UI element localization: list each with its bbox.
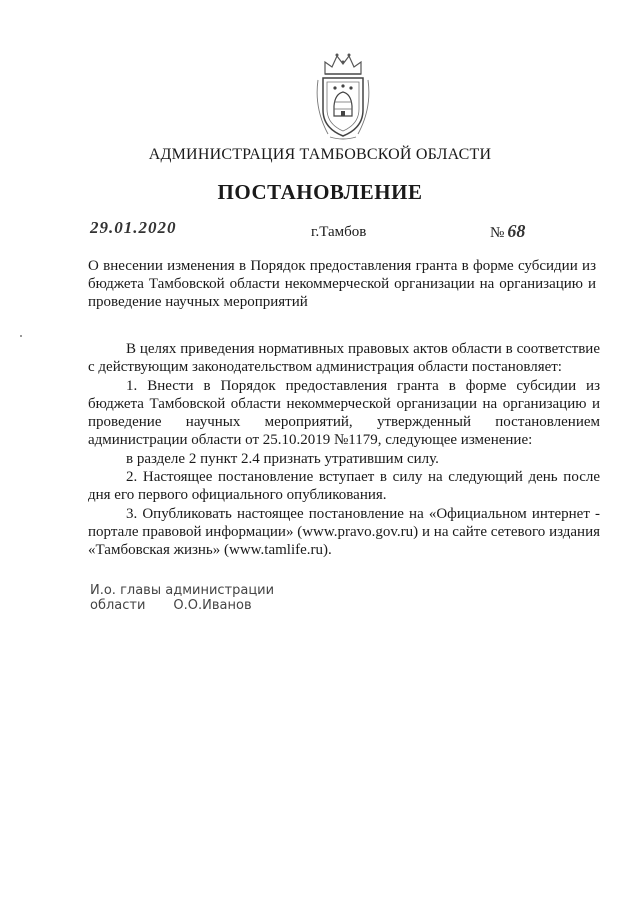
document-body: [88, 340, 600, 560]
signature-block: [90, 583, 274, 613]
coat-of-arms-emblem: [308, 50, 378, 142]
number-label: №: [490, 225, 505, 241]
item-1-subparagraph: в разделе 2 пункт 2.4 признать утратившим силу.: [126, 450, 439, 467]
document-title: О внесении изменения в Порядок предоставления гранта в форме субсидии из бюджета Тамбовской области некоммерческой организации на организацию и проведение научных мероприятий: [88, 258, 596, 310]
number-value: 68: [507, 221, 526, 241]
item-3-paragraph: 3. Опубликовать настоящее постановление на «Официальном интернет - портале правовой информации» (www.pravo.gov.ru) и на сайте сетевого издания «Тамбовская жизнь» (www.tamlife.ru).: [88, 505, 600, 559]
signatory-position-line2: области: [90, 598, 146, 613]
document-type: ПОСТАНОВЛЕНИЕ: [217, 180, 423, 204]
preamble-paragraph: В целях приведения нормативных правовых актов области в соответствие с действующим законодательством администрация области постановляет:: [88, 341, 600, 376]
scan-speck: [20, 335, 22, 337]
signatory-name: О.О.Иванов: [173, 598, 252, 613]
document-date: 29.01.2020: [90, 218, 177, 237]
signatory-position-line2-row: [90, 598, 274, 613]
document-city: г.Тамбов: [311, 224, 367, 240]
organization-name: АДМИНИСТРАЦИЯ ТАМБОВСКОЙ ОБЛАСТИ: [148, 146, 492, 163]
document-number: [490, 221, 525, 242]
item-1-paragraph: 1. Внести в Порядок предоставления гранта в форме субсидии из бюджета Тамбовской области некоммерческой организации на организацию и проведение научных мероприятий, утвержденный постановлением администрации области от 25.10.2019 №1179, следующее изменение:: [88, 377, 600, 449]
item-2-paragraph: 2. Настоящее постановление вступает в силу на следующий день после дня его первого официального опубликования.: [88, 469, 600, 504]
signatory-position-line1: И.о. главы администрации: [90, 583, 275, 598]
